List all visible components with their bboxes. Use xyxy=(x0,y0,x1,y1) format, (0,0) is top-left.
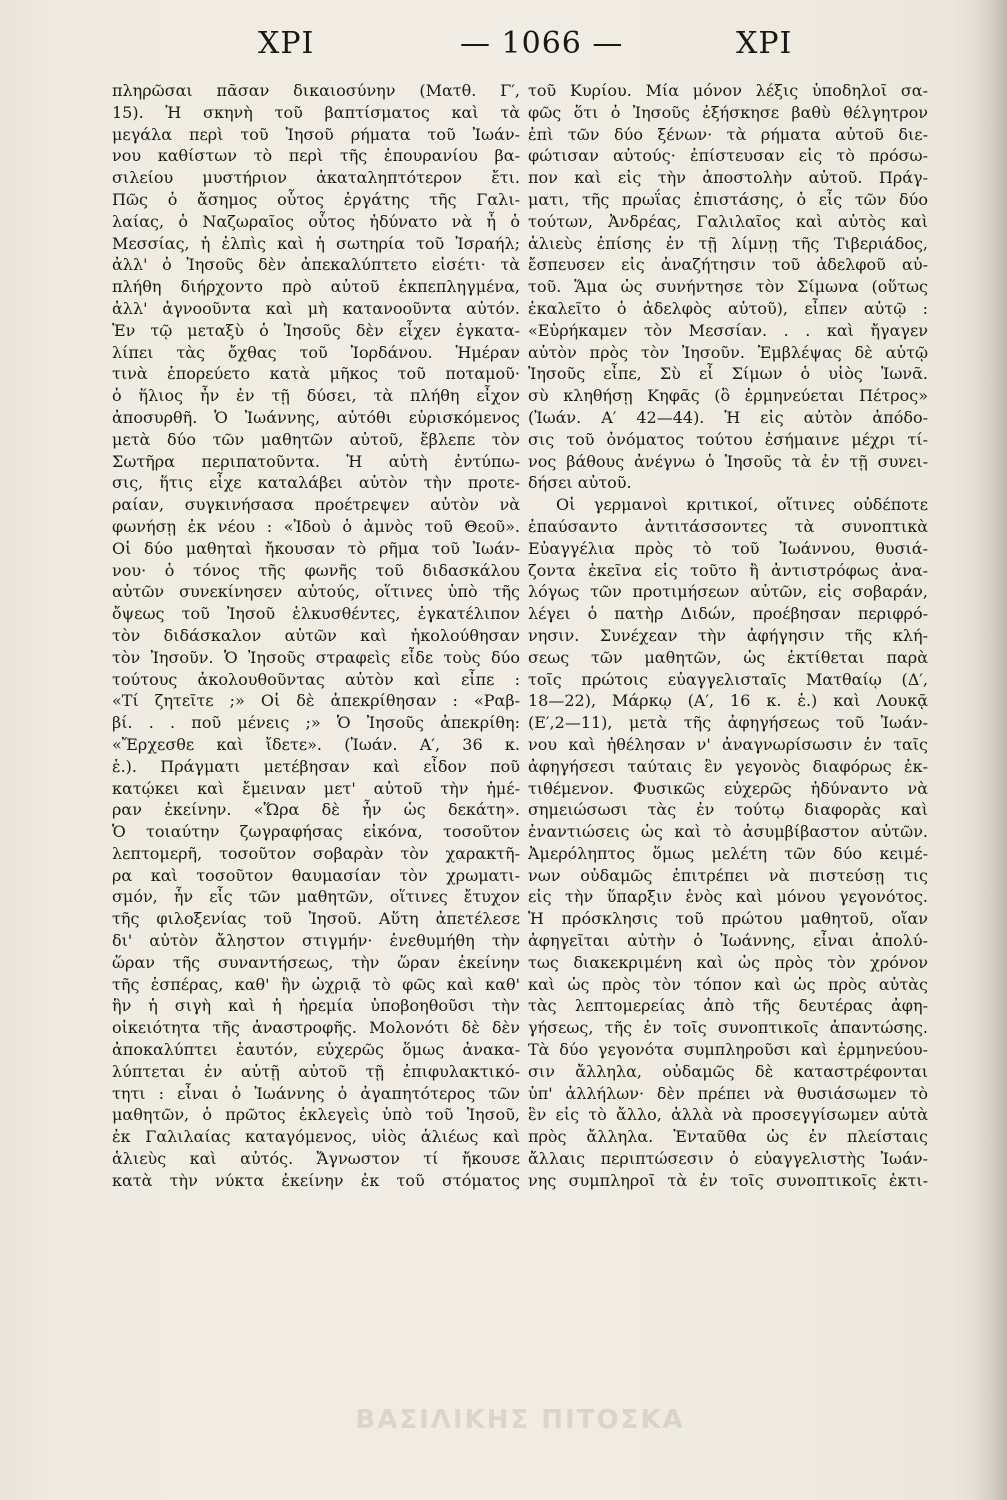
text-line: νησιν. Συνέχεαν τὴν ἀφήγησιν τῆς κλή- xyxy=(528,625,928,645)
text-line: τινὰ ἐπορεύετο κατὰ μῆκος τοῦ ποταμοῦ· xyxy=(112,364,520,384)
text-line: ραν ἐκείνην. «Ὥρα δὲ ἦν ὡς δεκάτη». xyxy=(112,800,520,820)
text-line: 15). Ἡ σκηνὴ τοῦ βαπτίσματος καὶ τὰ xyxy=(112,102,520,122)
left-column xyxy=(112,80,520,1192)
text-line: τιθέμενον. Φυσικῶς εὐχερῶς ἠδύναντο νὰ xyxy=(528,778,928,798)
text-line: νου· ὁ τόνος τῆς φωνῆς τοῦ διδασκάλου xyxy=(112,560,520,580)
page-number: — 1066 — xyxy=(460,26,624,61)
text-line: νου καὶ ἠθέλησαν ν' ἀναγνωρίσωσιν ἐν ταῖς xyxy=(528,734,928,754)
text-line: ἀλλ' ἀγνοοῦντα καὶ μὴ κατανοοῦντα αὐτόν. xyxy=(112,298,520,318)
text-line: σεως τῶν μαθητῶν, ὡς ἐκτίθεται παρὰ xyxy=(528,647,928,667)
text-line: «Ἔρχεσθε καὶ ἴδετε». (Ἰωάν. Α′, 36 κ. xyxy=(112,734,520,754)
text-line: τοῖς πρώτοις εὐαγγελισταῖς Ματθαίῳ (Δ′, xyxy=(528,669,928,689)
text-line: βί. . . ποῦ μένεις ;» Ὁ Ἰησοῦς ἀπεκρίθη: xyxy=(112,713,520,733)
text-line: μαθητῶν, ὁ πρῶτος ἐκλεγεὶς ὑπὸ τοῦ Ἰησοῦ, xyxy=(112,1105,520,1125)
text-line: ἀλλ' ὁ Ἰησοῦς δὲν ἀπεκαλύπτετο εἰσέτι· τὰ xyxy=(112,255,520,275)
text-line: σημειώσωσι τὰς ἐν τούτῳ διαφορὰς καὶ xyxy=(528,800,928,820)
text-line: νης συμπληροῖ τὰ ἐν τοῖς συνοπτικοῖς ἐκτι- xyxy=(528,1170,928,1190)
text-line: πρὸς ἄλληλα. Ἐνταῦθα ὡς ἐν πλείσταις xyxy=(528,1127,928,1147)
text-line: Σωτῆρα περιπατοῦντα. Ἡ αὐτὴ ἐντύπω- xyxy=(112,451,520,471)
text-line: Οἱ δύο μαθηταὶ ἤκουσαν τὸ ρῆμα τοῦ Ἰωάν- xyxy=(112,538,520,558)
text-line: τῆς ἑσπέρας, καθ' ἣν ὠχριᾷ τὸ φῶς καὶ καθ' xyxy=(112,974,520,994)
text-line: πλήθη διήρχοντο πρὸ αὐτοῦ ἐκπεπληγμένα, xyxy=(112,277,520,297)
text-line: νων οὐδαμῶς ἐπιτρέπει νὰ πιστεύσῃ τις xyxy=(528,865,928,885)
text-line: Ἡ πρόσκλησις τοῦ πρώτου μαθητοῦ, οἵαν xyxy=(528,909,928,929)
text-line: δήσει αὐτοῦ. xyxy=(528,473,632,493)
text-line: (Ἰωάν. Α′ 42—44). Ἡ εἰς αὐτὸν ἀπόδο- xyxy=(528,407,928,427)
text-line: ἁλιεὺς ἐπίσης ἐν τῇ λίμνῃ τῆς Τιβεριάδος, xyxy=(528,233,928,253)
text-line: ἀφηγεῖται αὐτὴν ὁ Ἰωάννης, εἶναι ἀπολύ- xyxy=(528,931,928,951)
text-line: γήσεως, τῆς ἐν τοῖς συνοπτικοῖς ἀπαντώσης. xyxy=(528,1018,928,1038)
text-line: ζοντα ἐκεῖνα εἰς τοῦτο ἢ ἀντιστρόφως ἀνα- xyxy=(528,560,928,580)
text-line: λεπτομερῆ, τοσοῦτον σοβαρὰν τὸν χαρακτῆ- xyxy=(112,843,520,863)
text-line: οἰκειότητα τῆς ἀναστροφῆς. Μολονότι δὲ δὲν xyxy=(112,1018,520,1038)
text-line: πον καὶ εἰς τὴν ἀποστολὴν αὐτοῦ. Πράγ- xyxy=(528,168,928,188)
text-line: ἣν ἡ σιγὴ καὶ ἡ ἠρεμία ὑποβοηθοῦσι τὴν xyxy=(112,996,520,1016)
text-line: εἰς τὴν ὕπαρξιν ἑνὸς καὶ μόνου γεγονότος. xyxy=(528,887,928,907)
text-line: ρα καὶ τοσοῦτον θαυμασίαν τὸν χρωματι- xyxy=(112,865,520,885)
text-line: τοῦ Κυρίου. Μία μόνον λέξις ὑποδηλοῖ σα- xyxy=(528,81,928,100)
text-line: Τὰ δύο γεγονότα συμπληροῦσι καὶ ἑρμηνεύου- xyxy=(528,1040,928,1060)
text-line: Εὐαγγέλια πρὸς τὸ τοῦ Ἰωάννου, θυσιά- xyxy=(528,538,928,558)
text-line: τούτων, Ἀνδρέας, Γαλιλαῖος καὶ αὐτὸς καὶ xyxy=(528,211,928,231)
text-line: λίπει τὰς ὄχθας τοῦ Ἰορδάνου. Ἡμέραν xyxy=(112,342,520,362)
text-line: σὺ κληθήσῃ Κηφᾶς (ὃ ἑρμηνεύεται Πέτρος» xyxy=(528,386,928,406)
watermark: ΒΑΣΙΛΙΚΗΣ ΠΙΤΟΣΚΑ xyxy=(355,1405,685,1435)
text-line: Ἐν τῷ μεταξὺ ὁ Ἰησοῦς δὲν εἶχεν ἐγκατα- xyxy=(112,320,520,340)
text-line: φωνήσῃ ἐκ νέου : «Ἰδοὺ ὁ ἀμνὸς τοῦ Θεοῦ». xyxy=(112,516,520,536)
text-line: σις τοῦ ὀνόματος τούτου ἐσήμαινε μέχρι τί- xyxy=(528,429,928,449)
text-line: ἐκαλεῖτο ὁ ἀδελφὸς αὐτοῦ), εἶπεν αὐτῷ : xyxy=(528,298,928,318)
text-line: νου καθίστων τὸ περὶ τῆς ἐπουρανίου βα- xyxy=(112,146,520,166)
text-line: ἀποκαλύπτει ἑαυτόν, εὐχερῶς ὅμως ἀνακα- xyxy=(112,1040,520,1060)
text-line: ὁ ἥλιος ἦν ἐν τῇ δύσει, τὰ πλήθη εἶχον xyxy=(112,386,520,406)
text-line: τῆς φιλοξενίας τοῦ Ἰησοῦ. Αὕτη ἀπετέλεσε xyxy=(112,909,520,929)
header-right: ΧΡΙ xyxy=(736,26,793,61)
text-line: «Εὑρήκαμεν τὸν Μεσσίαν. . . καὶ ἤγαγεν xyxy=(528,320,928,340)
text-line: νος βάθους ἀνέγνω ὁ Ἰησοῦς τὰ ἐν τῇ συνει- xyxy=(528,451,928,471)
text-line: ἐπαύσαντο ἀντιτάσσοντες τὰ συνοπτικὰ xyxy=(528,516,928,536)
text-line: ἐκ Γαλιλαίας καταγόμενος, υἱὸς ἁλιέως καὶ xyxy=(112,1127,520,1147)
text-line: ὑπ' ἀλλήλων· δὲν πρέπει νὰ θυσιάσωμεν τὸ xyxy=(528,1083,928,1103)
text-line: σμόν, ἦν εἷς τῶν μαθητῶν, οἵτινες ἔτυχον xyxy=(112,887,520,907)
text-line: ἐναντιώσεις ὡς καὶ τὸ ἀσυμβίβαστον αὐτῶν. xyxy=(528,822,928,842)
text-line: ἄλλαις περιπτώσεσιν ὁ εὐαγγελιστὴς Ἰωάν- xyxy=(528,1149,928,1169)
text-line: τοῦ. Ἅμα ὡς συνήντησε τὸν Σίμωνα (οὕτως xyxy=(528,277,928,297)
text-line: αὐτῶν συνεκίνησεν αὐτούς, οἵτινες ὑπὸ τῆς xyxy=(112,582,520,602)
text-line: φώτισαν αὐτούς· ἐπίστευσαν εἰς τὸ πρόσω- xyxy=(528,146,928,166)
text-line: Οἱ γερμανοὶ κριτικοί, οἵτινες οὐδέποτε xyxy=(556,495,928,515)
text-line: ὥραν τῆς συναντήσεως, τὴν ὥραν ἐκείνην xyxy=(112,952,520,972)
text-line: ἑ.). Πράγματι μετέβησαν καὶ εἶδον ποῦ xyxy=(112,756,520,776)
header-left: ΧΡΙ xyxy=(258,26,315,61)
text-line: Ἀμερόληπτος ὅμως μελέτη τῶν δύο κειμέ- xyxy=(528,843,928,863)
text-line: τητι : εἶναι ὁ Ἰωάννης ὁ ἀγαπητότερος τῶν xyxy=(112,1083,520,1103)
text-line: τως διακεκριμένη καὶ ὡς πρὸς τὸν χρόνον xyxy=(528,952,928,972)
running-header xyxy=(0,26,1007,70)
text-line: ἀποσυρθῆ. Ὁ Ἰωάννης, αὐτόθι εὑρισκόμενος xyxy=(112,407,520,427)
text-line: Μεσσίας, ἡ ἐλπὶς καὶ ἡ σωτηρία τοῦ Ἰσραήλ; xyxy=(112,233,520,253)
text-line: δι' αὐτὸν ἄληστον στιγμήν· ἐνεθυμήθη τὴν xyxy=(112,931,520,951)
text-line: τούτους ἀκολουθοῦντας αὐτὸν καὶ εἶπε : xyxy=(112,669,520,689)
page-edge-shadow xyxy=(973,0,1007,1500)
text-line: λόγως τῶν προτιμήσεων αὐτῶν, εἰς σοβαράν, xyxy=(528,582,928,602)
text-line: σις, ἥτις εἶχε καταλάβει αὐτὸν τὴν προτε- xyxy=(112,473,520,493)
text-line: καὶ ὡς πρὸς τὸν τόπον καὶ ὡς πρὸς αὐτὰς xyxy=(528,974,928,994)
text-line: λαίας, ὁ Ναζωραῖος οὗτος ἠδύνατο νὰ ἦ ὁ xyxy=(112,211,520,231)
text-line: ἁλιεὺς καὶ αὐτός. Ἄγνωστον τί ἤκουσε xyxy=(112,1149,520,1169)
text-line: φῶς ὅτι ὁ Ἰησοῦς ἐξήσκησε βαθὺ θέλγητρον xyxy=(528,102,928,122)
text-line: μεγάλα περὶ τοῦ Ἰησοῦ ρήματα τοῦ Ἰωάν- xyxy=(112,124,520,144)
right-column xyxy=(528,80,928,1192)
text-line: σιν ἄλληλα, οὐδαμῶς δὲ καταστρέφονται xyxy=(528,1061,928,1081)
text-line: ματι, τῆς πρωΐας ἐπιστάσης, ὁ εἷς τῶν δύο xyxy=(528,189,928,209)
text-line: κατῴκει καὶ ἔμειναν μετ' αὐτοῦ τὴν ἡμέ- xyxy=(112,778,520,798)
text-line: (Ε′,2—11), μετὰ τῆς ἀφηγήσεως τοῦ Ἰωάν- xyxy=(528,713,928,733)
text-line: τὸν Ἰησοῦν. Ὁ Ἰησοῦς στραφεὶς εἶδε τοὺς δύο xyxy=(112,647,520,667)
text-line: τὰς λεπτομερείας ἀπὸ τῆς δευτέρας ἀφη- xyxy=(528,996,928,1016)
text-line: ὄψεως τοῦ Ἰησοῦ ἑλκυσθέντες, ἐγκατέλιπον xyxy=(112,604,520,624)
text-line: τὸν διδάσκαλον αὐτῶν καὶ ἠκολούθησαν xyxy=(112,625,520,645)
text-line: ἀφηγήσεσι ταύταις ἓν γεγονὸς διαφόρως ἐκ- xyxy=(528,756,928,776)
text-line: 18—22), Μάρκῳ (Α′, 16 κ. ἑ.) καὶ Λουκᾷ xyxy=(528,691,928,711)
text-line: σιλείου μυστήριον ἀκαταληπτότερον ἔτι. xyxy=(112,168,520,188)
text-line: «Τί ζητεῖτε ;» Οἱ δὲ ἀπεκρίθησαν : «Ραβ- xyxy=(112,691,520,711)
text-line: Ὁ τοιαύτην ζωγραφήσας εἰκόνα, τοσοῦτον xyxy=(112,822,520,842)
text-line: Πῶς ὁ ἄσημος οὗτος ἐργάτης τῆς Γαλι- xyxy=(112,189,520,209)
text-line: λέγει ὁ πατὴρ Διδών, προέβησαν περιφρό- xyxy=(528,604,928,624)
text-line: αὐτὸν πρὸς τὸν Ἰησοῦν. Ἐμβλέψας δὲ αὐτῷ xyxy=(528,342,928,362)
text-line: Ἰησοῦς εἶπε, Σὺ εἶ Σίμων ὁ υἱὸς Ἰωνᾶ. xyxy=(528,364,928,384)
text-line: λύπτεται ἐν αὐτῇ αὐτοῦ τῇ ἐπιφυλακτικό- xyxy=(112,1061,520,1081)
text-line: ἐπὶ τῶν δύο ξένων· τὰ ρήματα αὐτοῦ διε- xyxy=(528,124,928,144)
text-line: ἔσπευσεν εἰς ἀναζήτησιν τοῦ ἀδελφοῦ αὐ- xyxy=(528,255,928,275)
text-line: πληρῶσαι πᾶσαν δικαιοσύνην (Ματθ. Γ′, xyxy=(112,81,520,100)
text-line: ἓν εἰς τὸ ἄλλο, ἀλλὰ νὰ προσεγγίσωμεν αὐτὰ xyxy=(528,1105,928,1125)
text-line: κατὰ τὴν νύκτα ἐκείνην ἐκ τοῦ στόματος xyxy=(112,1170,520,1190)
text-line: ραίαν, συγκινήσασα προέτρεψεν αὐτὸν νὰ xyxy=(112,495,520,515)
text-line: μετὰ δύο τῶν μαθητῶν αὐτοῦ, ἔβλεπε τὸν xyxy=(112,429,520,449)
